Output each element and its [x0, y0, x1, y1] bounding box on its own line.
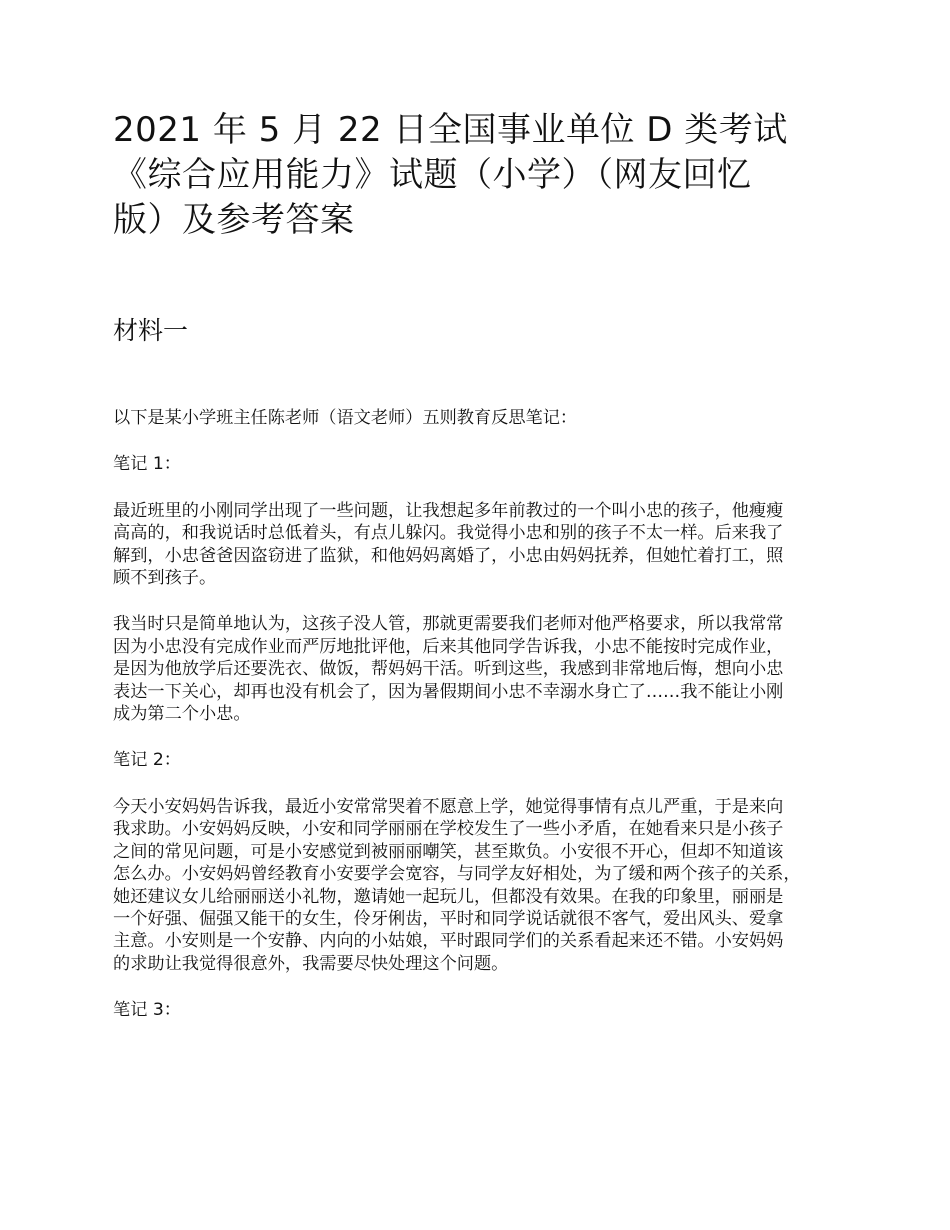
text-line: 她还建议女儿给丽丽送小礼物，邀请她一起玩儿，但都没有效果。在我的印象里，丽丽是: [113, 886, 784, 907]
text-line: 是因为他放学后还要洗衣、做饭，帮妈妈干活。听到这些，我感到非常地后悔，想向小忠: [113, 659, 784, 680]
title-line: 《综合应用能力》试题（小学）（网友回忆: [113, 155, 752, 195]
text-line: 最近班里的小刚同学出现了一些问题，让我想起多年前教过的一个叫小忠的孩子，他瘦瘦: [113, 500, 784, 521]
text-line: 的求助让我觉得很意外，我需要尽快处理这个问题。: [113, 953, 509, 974]
note-2-label: 笔记 2：: [113, 750, 181, 771]
text-line: 成为第二个小忠。: [113, 704, 251, 725]
text-line: 今天小安妈妈告诉我，最近小安常常哭着不愿意上学，她觉得事情有点儿严重，于是来向: [113, 796, 784, 817]
section-heading: 材料一: [113, 316, 189, 345]
text-line: 解到，小忠爸爸因盗窃进了监狱，和他妈妈离婚了，小忠由妈妈抚养，但她忙着打工，照: [113, 545, 784, 566]
text-line: 一个好强、倔强又能干的女生，伶牙俐齿，平时和同学说话就很不客气，爱出风头、爱拿: [113, 908, 784, 929]
text-line: 顾不到孩子。: [113, 568, 217, 589]
note-1-paragraph-2: [113, 613, 853, 725]
text-line: 我当时只是简单地认为，这孩子没人管，那就更需要我们老师对他严格要求，所以我常常: [113, 614, 784, 635]
text-line: 怎么办。小安妈妈曾经教育小安要学会宽容，与同学友好相处，为了缓和两个孩子的关系，: [113, 864, 801, 885]
intro-paragraph: 以下是某小学班主任陈老师（语文老师）五则教育反思笔记：: [113, 408, 578, 428]
text-line: 因为小忠没有完成作业而严厉地批评他，后来其他同学告诉我，小忠不能按时完成作业，: [113, 636, 784, 657]
title-line: 版）及参考答案: [113, 200, 355, 240]
note-2-paragraph-1: [113, 796, 853, 975]
title-line: 2021 年 5 月 22 日全国事业单位 D 类考试: [113, 110, 788, 150]
text-line: 我求助。小安妈妈反映，小安和同学丽丽在学校发生了一些小矛盾，在她看来只是小孩子: [113, 819, 784, 840]
document-title: [113, 108, 853, 243]
document-page: [113, 108, 853, 1022]
text-line: 主意。小安则是一个安静、内向的小姑娘，平时跟同学们的关系看起来还不错。小安妈妈: [113, 931, 784, 952]
text-line: 之间的常见问题，可是小安感觉到被丽丽嘲笑，甚至欺负。小安很不开心，但却不知道该: [113, 841, 784, 862]
note-3-label: 笔记 3：: [113, 1000, 181, 1021]
note-1-paragraph-1: [113, 500, 853, 590]
text-line: 高高的，和我说话时总低着头，有点儿躲闪。我觉得小忠和别的孩子不太一样。后来我了: [113, 523, 784, 544]
note-1-label: 笔记 1：: [113, 454, 181, 475]
text-line: 表达一下关心，却再也没有机会了，因为暑假期间小忠不幸溺水身亡了……我不能让小刚: [113, 681, 784, 702]
